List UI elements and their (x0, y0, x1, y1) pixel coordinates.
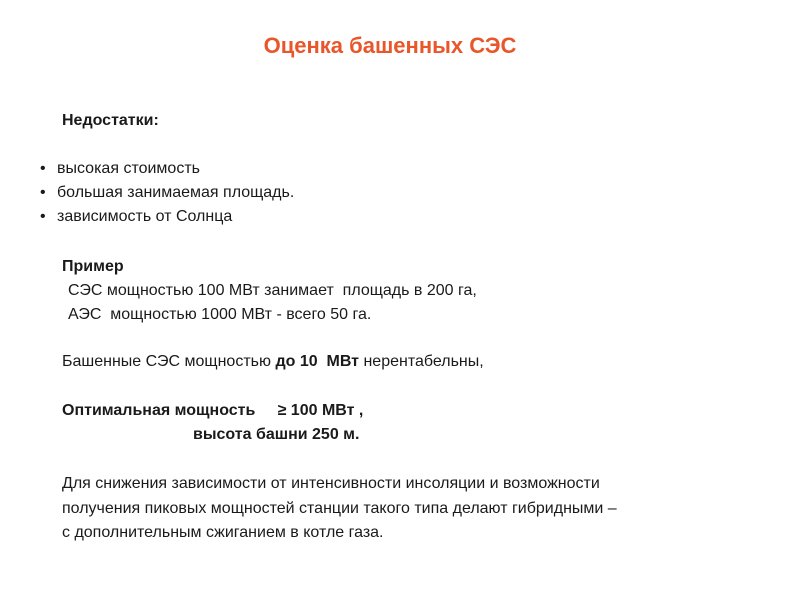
unprofitable-statement (62, 350, 484, 374)
unprofitable-prefix: Башенные СЭС мощностью (62, 353, 276, 370)
slide-title: Оценка башенных СЭС (263, 33, 517, 58)
optimal-power-line: Оптимальная мощность ≥ 100 МВт , (62, 402, 364, 419)
disadvantages-heading: Недостатки: (62, 112, 159, 129)
hybrid-line-1: Для снижения зависимости от интенсивности инсоляции и возможности (62, 475, 600, 492)
tower-height-line: высота башни 250 м. (193, 426, 360, 443)
list-item: • зависимость от Солнца (40, 205, 294, 229)
list-item: • большая занимаемая площадь. (40, 181, 294, 205)
unprofitable-threshold: до 10 МВт (275, 353, 360, 370)
unprofitable-suffix: нерентабельны, (359, 353, 484, 370)
hybrid-line-3: с дополнительным сжиганием в котле газа. (62, 524, 384, 541)
example-heading: Пример (62, 258, 124, 275)
example-line-aes: АЭС мощностью 1000 МВт - всего 50 га. (68, 306, 372, 323)
disadvantages-list (40, 157, 294, 229)
example-line-ses: СЭС мощностью 100 МВт занимает площадь в 200 га, (68, 282, 477, 299)
list-item: • высокая стоимость (40, 157, 294, 181)
hybrid-line-2: получения пиковых мощностей станции такого типа делают гибридными – (62, 500, 617, 517)
